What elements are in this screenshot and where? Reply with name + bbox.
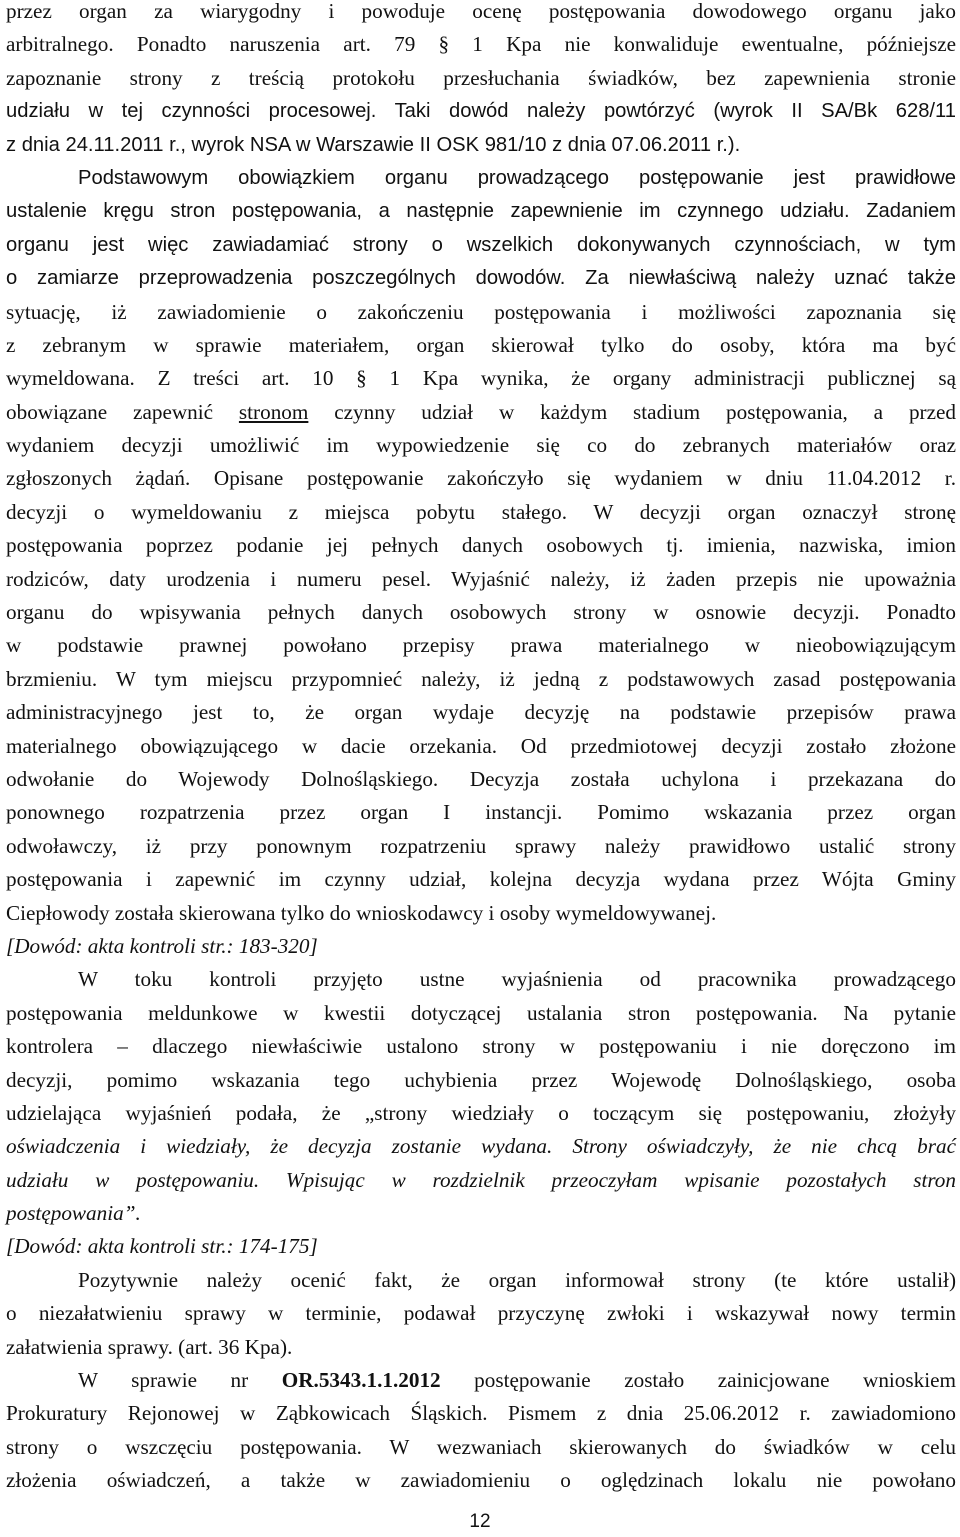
text-line: wymeldowana. Z treści art. 10 § 1 Kpa wynika, że organy administracji publicznej są — [6, 366, 956, 391]
text-line: organu do wpisywania pełnych danych osobowych strony w osnowie decyzji. Ponadto — [6, 600, 956, 625]
text-line: materialnego obowiązującego w dacie orzekania. Od przedmiotowej decyzji zostało złożone — [6, 733, 956, 758]
text-line: W toku kontroli przyjęto ustne wyjaśnienia od pracownika prowadzącego — [78, 967, 956, 992]
text-line: strony o wszczęciu postępowania. W wezwaniach skierowanych do świadków w celu — [6, 1434, 956, 1459]
text-line: zapoznanie strony z treścią protokołu przesłuchania świadków, bez zapewnienia stronie — [6, 65, 956, 90]
text-line: W sprawie nr OR.5343.1.1.2012 postępowanie zostało zainicjowane wnioskiem — [78, 1368, 957, 1393]
text-line: Podstawowym obowiązkiem organu prowadzącego postępowanie jest prawidłowe — [78, 166, 956, 189]
text-line: wydaniem decyzji umożliwić im wypowiedzenie się co do zebranych materiałów oraz — [6, 433, 956, 458]
text-line: Pozytywnie należy ocenić fakt, że organ informował strony (te które ustalił) — [78, 1267, 956, 1292]
text-line: decyzji, pomimo wskazania tego uchybienia przez Wojewodę Dolnośląskiego, osoba — [6, 1067, 956, 1092]
text-line: rodziców, daty urodzenia i numeru pesel. Wyjaśnić należy, iż żaden przepis nie upoważnia — [6, 566, 956, 591]
quoted-text-line: oświadczenia i wiedziały, że decyzja zostanie wydana. Strony oświadczyły, że nie chcą brać — [6, 1134, 956, 1159]
text-line: arbitralnego. Ponadto naruszenia art. 79 § 1 Kpa nie konwaliduje ewentualne, późniejsze — [6, 32, 956, 57]
text-line: kontrolera – dlaczego niewłaściwie ustalono strony w postępowaniu i nie doręczono im — [6, 1034, 956, 1059]
text-line: zgłoszonych żądań. Opisane postępowanie zakończyło się wydaniem w dniu 11.04.2012 r. — [6, 466, 956, 491]
text-line: złożenia oświadczeń, a także w zawiadomieniu o oględzinach lokalu nie powołano — [6, 1468, 956, 1493]
text-line: obowiązane zapewnić stronom czynny udział w każdym stadium postępowania, a przed — [6, 399, 957, 424]
text-line: ustalenie kręgu stron postępowania, a następnie zapewnienie im czynnego udziału. Zadaniem — [6, 200, 956, 223]
text-line: z zebranym w sprawie materiałem, organ skierował tylko do osoby, która ma być — [6, 332, 956, 357]
text-line: z dnia 24.11.2011 r., wyrok NSA w Warszawie II OSK 981/10 z dnia 07.06.2011 r.). — [6, 133, 741, 156]
text-line: brzmieniu. W tym miejscu przypomnieć należy, iż jedną z podstawowych zasad postępowania — [6, 666, 956, 691]
quoted-text-line: postępowania”. — [6, 1201, 141, 1226]
text-line: o zamiarze przeprowadzenia poszczególnych dowodów. Za niewłaściwą należy uznać także — [6, 267, 956, 290]
page-number: 12 — [469, 1511, 491, 1532]
text-line: w podstawie prawnej powołano przepisy prawa materialnego w nieobowiązującym — [6, 633, 956, 658]
body-text — [6, 0, 956, 1498]
text-line: odwołanie do Wojewody Dolnośląskiego. Decyzja została uchylona i przekazana do — [6, 766, 956, 791]
text-line: postępowania meldunkowe w kwestii dotyczącej ustalania stron postępowania. Na pytanie — [6, 1000, 956, 1025]
text-line: udziału w tej czynności procesowej. Taki dowód należy powtórzyć (wyrok II SA/Bk 628/11 — [6, 100, 956, 123]
evidence-reference: [Dowód: akta kontroli str.: 174-175] — [6, 1234, 318, 1259]
text-line: udzielająca wyjaśnień podała, że „strony wiedziały o toczącym się postępowaniu, złożyły — [6, 1100, 956, 1125]
text-line: sytuację, iż zawiadomienie o zakończeniu postępowania i możliwości zapoznania się — [6, 299, 956, 324]
text-line: postępowania i zapewnić im czynny udział, kolejna decyzja wydana przez Wójta Gminy — [6, 867, 956, 892]
quoted-text-line: udziału w postępowaniu. Wpisując w rozdzielnik przeoczyłam wpisanie pozostałych stron — [6, 1167, 956, 1192]
text-line: administracyjnego jest to, że organ wydaje decyzję na podstawie przepisów prawa — [6, 700, 956, 725]
evidence-reference: [Dowód: akta kontroli str.: 183-320] — [6, 933, 318, 958]
text-line: odwoławczy, iż przy ponownym rozpatrzeniu sprawy należy prawidłowo ustalić strony — [6, 833, 956, 858]
text-line: przez organ za wiarygodny i powoduje ocenę postępowania dowodowego organu jako — [6, 0, 956, 23]
text-line: postępowania poprzez podanie jej pełnych danych osobowych tj. imienia, nazwiska, imion — [6, 533, 956, 558]
text-line: ponownego rozpatrzenia przez organ I instancji. Pomimo wskazania przez organ — [6, 800, 956, 825]
text-line: o niezałatwieniu sprawy w terminie, podawał przyczynę zwłoki i wskazywał nowy termin — [6, 1301, 956, 1326]
text-line: decyzji o wymeldowaniu z miejsca pobytu stałego. W decyzji organ oznaczył stronę — [6, 499, 956, 524]
text-line: Prokuratury Rejonowej w Ząbkowicach Śląskich. Pismem z dnia 25.06.2012 r. zawiadomiono — [6, 1401, 956, 1426]
text-line: Ciepłowody została skierowana tylko do wnioskodawcy i osoby wymeldowywanej. — [6, 900, 717, 925]
text-line: załatwienia sprawy. (art. 36 Kpa). — [6, 1334, 293, 1359]
text-line: organu jest więc zawiadamiać strony o wszelkich dokonywanych czynnościach, w tym — [6, 233, 956, 256]
